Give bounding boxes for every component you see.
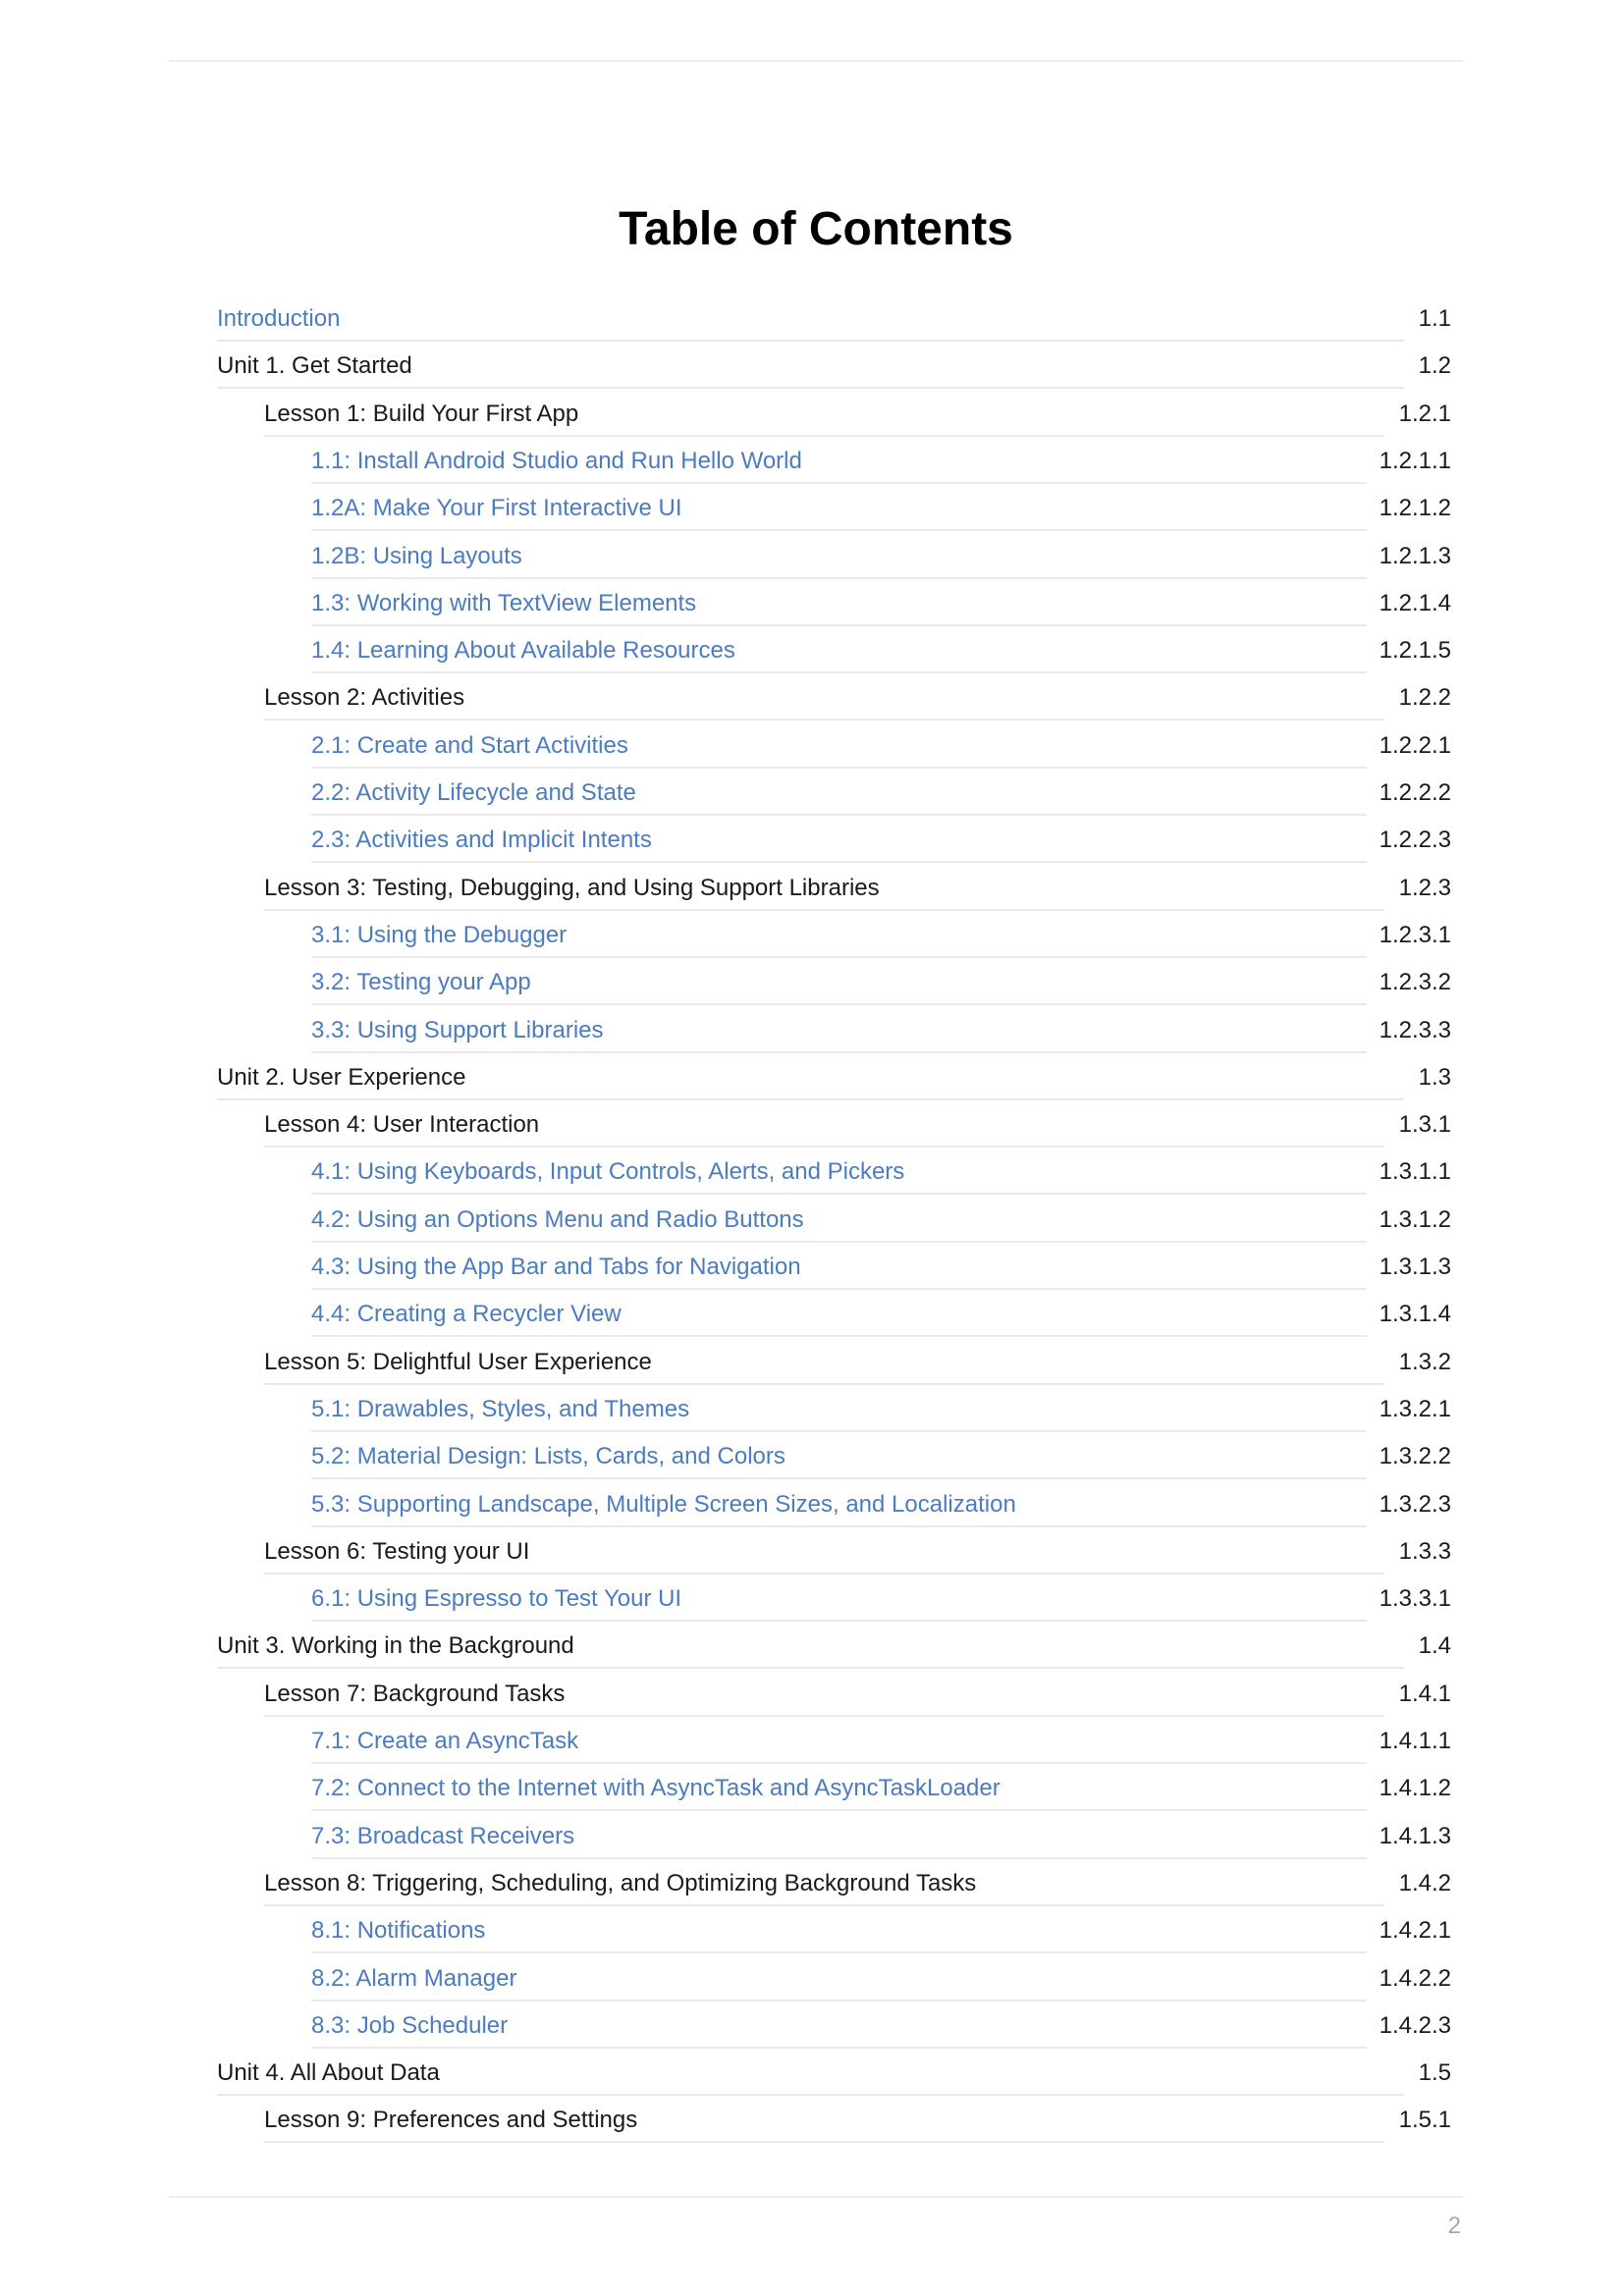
toc-entry	[264, 673, 1451, 721]
toc-entry-link[interactable]: 4.1: Using Keyboards, Input Controls, Alerts, and Pickers	[311, 1158, 905, 1186]
toc-entry-number: 1.3.1.2	[1379, 1205, 1451, 1233]
toc-entry[interactable]	[311, 484, 1451, 531]
toc-entry[interactable]	[311, 1148, 1451, 1195]
toc-entry-number: 1.4.1.2	[1379, 1775, 1451, 1802]
toc-entry-link[interactable]: 8.1: Notifications	[311, 1917, 486, 1945]
toc-entry-link[interactable]: 5.1: Drawables, Styles, and Themes	[311, 1395, 690, 1422]
toc-entry-number: 1.1	[1418, 305, 1451, 332]
toc-entry-link[interactable]: 1.2A: Make Your First Interactive UI	[311, 495, 682, 522]
toc-entry[interactable]	[311, 1290, 1451, 1337]
toc-entry-link[interactable]: 4.4: Creating a Recycler View	[311, 1301, 622, 1328]
toc-entry-number: 1.3.1.1	[1379, 1158, 1451, 1186]
toc-entry-number: 1.2.2.3	[1379, 827, 1451, 854]
toc-entry-number: 1.3.3.1	[1379, 1585, 1451, 1613]
toc-entry-number: 1.4.2.3	[1379, 2011, 1451, 2039]
toc-entry	[217, 342, 1451, 389]
toc-entry-number: 1.2.3	[1398, 874, 1451, 901]
toc-entry-number: 1.3.1.4	[1379, 1301, 1451, 1328]
toc-entry[interactable]	[311, 1575, 1451, 1622]
toc-entry-number: 1.2.2	[1398, 684, 1451, 712]
toc-entry-number: 1.4.2	[1398, 1869, 1451, 1896]
toc-entry-link[interactable]: 3.3: Using Support Libraries	[311, 1016, 604, 1043]
toc-entry-number: 1.3.1	[1398, 1111, 1451, 1139]
toc-entry-title: Unit 2. User Experience	[217, 1063, 466, 1091]
toc-entry-link[interactable]: 8.3: Job Scheduler	[311, 2011, 509, 2039]
toc-entry-link[interactable]: 4.3: Using the App Bar and Tabs for Navigation	[311, 1254, 801, 1280]
toc-entry[interactable]	[311, 1480, 1451, 1527]
toc-entry[interactable]	[311, 816, 1451, 863]
toc-entry	[217, 2049, 1451, 2096]
toc-entry-link[interactable]: 8.2: Alarm Manager	[311, 1964, 517, 1992]
toc-entry-number: 1.4	[1418, 1632, 1451, 1660]
toc-entry[interactable]	[311, 958, 1451, 1005]
toc-entry-link[interactable]: 7.2: Connect to the Internet with AsyncTask and AsyncTaskLoader	[311, 1775, 1001, 1802]
toc-entry	[217, 1622, 1451, 1669]
toc-entry-number: 1.2.1.3	[1379, 542, 1451, 569]
toc-entry-link[interactable]: 2.1: Create and Start Activities	[311, 731, 628, 759]
toc-entry-number: 1.4.1.3	[1379, 1822, 1451, 1849]
toc-entry	[264, 2096, 1451, 2143]
toc-entry-number: 1.2.3.3	[1379, 1016, 1451, 1043]
toc-entry-title: Lesson 9: Preferences and Settings	[264, 2107, 638, 2134]
toc-entry-number: 1.3.1.3	[1379, 1254, 1451, 1280]
toc-entry-number: 1.2.1.2	[1379, 495, 1451, 522]
toc-entry-title: Lesson 2: Activities	[264, 684, 465, 712]
toc-entry[interactable]	[311, 769, 1451, 816]
toc-entry-link[interactable]: 5.3: Supporting Landscape, Multiple Screen Sizes, and Localization	[311, 1490, 1016, 1518]
toc-entry-number: 1.2.1.5	[1379, 637, 1451, 665]
toc-entry[interactable]	[311, 579, 1451, 626]
toc-entry-title: Lesson 5: Delightful User Experience	[264, 1348, 652, 1375]
toc-entry	[264, 1338, 1451, 1385]
header-divider	[169, 60, 1463, 62]
toc-entry-link[interactable]: 1.4: Learning About Available Resources	[311, 637, 735, 665]
toc-entry[interactable]	[311, 1243, 1451, 1290]
toc-entry-number: 1.2.1.1	[1379, 447, 1451, 474]
toc-entry-number: 1.4.1.1	[1379, 1728, 1451, 1754]
toc-entry[interactable]	[311, 626, 1451, 673]
toc-entry	[264, 1527, 1451, 1575]
toc-entry-number: 1.3	[1418, 1063, 1451, 1091]
toc-entry[interactable]	[311, 1954, 1451, 2002]
toc-entry-link[interactable]: 1.2B: Using Layouts	[311, 542, 522, 569]
toc-entry-number: 1.4.2.2	[1379, 1964, 1451, 1992]
toc-entry-title: Lesson 6: Testing your UI	[264, 1537, 530, 1565]
toc-entry-number: 1.2.3.2	[1379, 969, 1451, 996]
toc-entry[interactable]	[311, 911, 1451, 958]
toc-entry-link[interactable]: 1.3: Working with TextView Elements	[311, 589, 697, 616]
toc-entry-number: 1.4.2.1	[1379, 1917, 1451, 1945]
toc-entry-link[interactable]: 3.2: Testing your App	[311, 969, 531, 996]
toc-entry-number: 1.2.1.4	[1379, 589, 1451, 616]
toc-entry-number: 1.2.2.2	[1379, 779, 1451, 806]
toc-entry-number: 1.2.1	[1398, 400, 1451, 427]
toc-entry-underline	[264, 2141, 1384, 2143]
toc-entry-number: 1.2.3.1	[1379, 921, 1451, 948]
toc-entry-link[interactable]: 7.3: Broadcast Receivers	[311, 1822, 575, 1849]
toc-entry	[264, 1859, 1451, 1906]
toc-entry	[264, 864, 1451, 911]
toc-entry-number: 1.3.2	[1398, 1348, 1451, 1375]
toc-entry-link[interactable]: 4.2: Using an Options Menu and Radio Buttons	[311, 1205, 804, 1233]
toc-entry	[264, 390, 1451, 437]
toc-entry-link[interactable]: 2.2: Activity Lifecycle and State	[311, 779, 636, 806]
toc-entry-number: 1.2	[1418, 352, 1451, 380]
toc-entry-link[interactable]: 1.1: Install Android Studio and Run Hello World	[311, 447, 802, 474]
footer-divider	[169, 2196, 1463, 2198]
toc-entry-link[interactable]: 5.2: Material Design: Lists, Cards, and Colors	[311, 1443, 785, 1470]
toc-entry[interactable]	[217, 294, 1451, 342]
toc-entry[interactable]	[311, 1196, 1451, 1243]
toc-entry-title: Lesson 1: Build Your First App	[264, 400, 579, 427]
toc-entry-number: 1.5.1	[1398, 2107, 1451, 2134]
toc-entry[interactable]	[311, 1432, 1451, 1479]
toc-entry-title: Lesson 7: Background Tasks	[264, 1680, 566, 1707]
toc-entry[interactable]	[311, 1006, 1451, 1053]
toc-entry	[217, 1053, 1451, 1100]
toc-entry[interactable]	[311, 1717, 1451, 1764]
toc-entry-number: 1.3.2.1	[1379, 1395, 1451, 1422]
toc-entry-number: 1.2.2.1	[1379, 731, 1451, 759]
page-number: 2	[1447, 2213, 1461, 2239]
toc-entry-number: 1.3.2.2	[1379, 1443, 1451, 1470]
toc-entry[interactable]	[311, 1385, 1451, 1432]
toc-entry[interactable]	[311, 1906, 1451, 1953]
toc-entry[interactable]	[311, 721, 1451, 769]
toc-entry-link[interactable]: Introduction	[217, 305, 341, 332]
toc-entry-title: Unit 3. Working in the Background	[217, 1632, 574, 1660]
toc-entry[interactable]	[311, 437, 1451, 484]
toc-entry-title: Lesson 3: Testing, Debugging, and Using Support Libraries	[264, 874, 880, 901]
toc-entry-number: 1.3.2.3	[1379, 1490, 1451, 1518]
toc-entry-title: Lesson 8: Triggering, Scheduling, and Optimizing Background Tasks	[264, 1869, 977, 1896]
toc-entry-number: 1.5	[1418, 2059, 1451, 2087]
toc-entry[interactable]	[311, 532, 1451, 579]
toc-entry-link[interactable]: 6.1: Using Espresso to Test Your UI	[311, 1585, 682, 1613]
toc-entry[interactable]	[311, 1812, 1451, 1859]
toc-entry	[264, 1670, 1451, 1717]
toc-entry-title: Unit 1. Get Started	[217, 352, 412, 380]
toc-entry-title: Unit 4. All About Data	[217, 2059, 440, 2087]
toc-entry-link[interactable]: 3.1: Using the Debugger	[311, 921, 568, 948]
toc-entry-number: 1.3.3	[1398, 1537, 1451, 1565]
toc-entry	[264, 1100, 1451, 1148]
toc-entry-number: 1.4.1	[1398, 1680, 1451, 1707]
toc-entry-link[interactable]: 7.1: Create an AsyncTask	[311, 1728, 579, 1754]
toc-entry-link[interactable]: 2.3: Activities and Implicit Intents	[311, 827, 652, 854]
toc-entry[interactable]	[311, 1764, 1451, 1811]
toc-entry-title: Lesson 4: User Interaction	[264, 1111, 540, 1139]
page-title: Table of Contents	[619, 203, 1013, 255]
toc-entry[interactable]	[311, 2002, 1451, 2049]
